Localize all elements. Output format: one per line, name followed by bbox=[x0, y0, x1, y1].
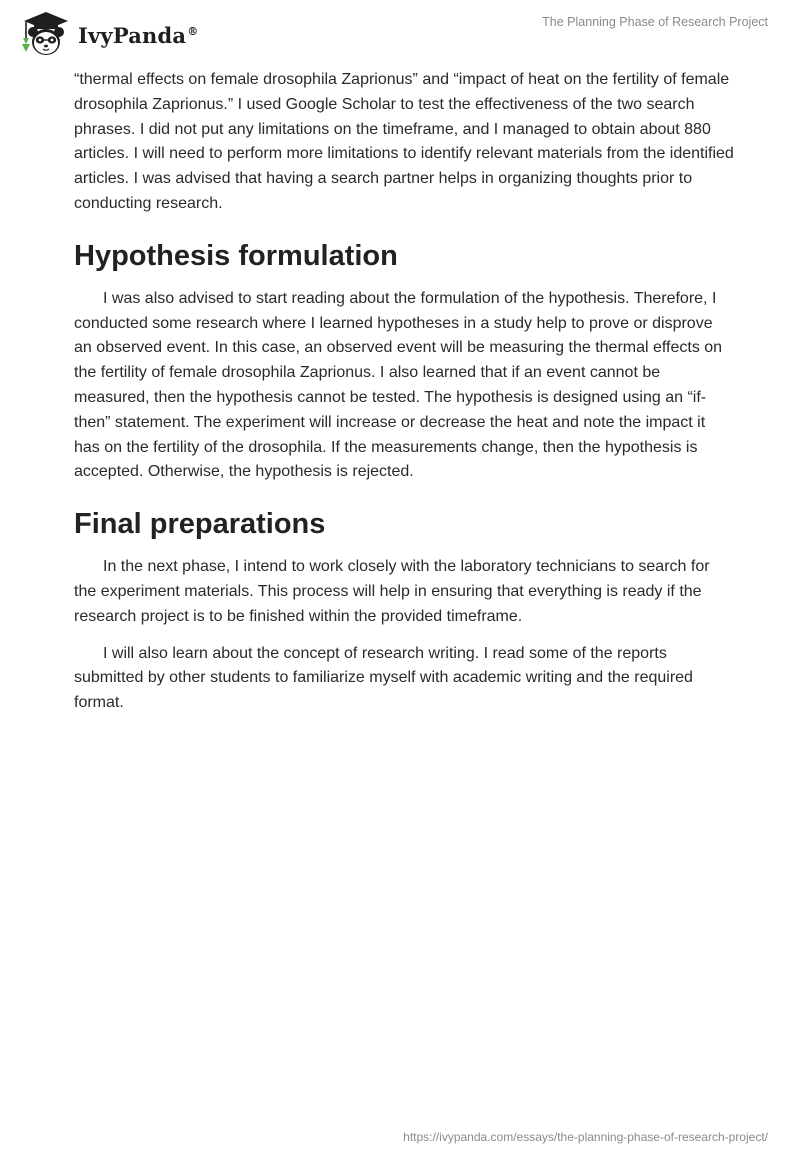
paragraph-final-2: I will also learn about the concept of research writing. I read some of the reports submitted by other students to familiarize myself with academic writing and the required format. bbox=[74, 644, 693, 712]
heading-hypothesis-formulation: Hypothesis formulation bbox=[74, 239, 398, 272]
paragraph-intro: “thermal effects on female drosophila Zaprionus” and “impact of heat on the fertility of female drosophila Zaprionus.” I used Google Scholar to test the effectiveness of the two search phrases. I did not put any limitations on the timeframe, and I managed to obtain about 880 articles. I will need to perform more limitations to identify relevant materials from the identified articles. I was advised that having a search partner helps in organizing thoughts prior to conducting research. bbox=[74, 71, 734, 212]
brand-name bbox=[78, 23, 198, 48]
essay-content bbox=[74, 68, 734, 728]
paragraph-final-1: In the next phase, I intend to work closely with the laboratory technicians to search for the experiment materials. This process will help in ensuring that everything is ready if the research project is to be finished within the provided timeframe. bbox=[74, 558, 710, 625]
document-title: The Planning Phase of Research Project bbox=[542, 15, 768, 29]
panda-graduate-icon bbox=[16, 8, 72, 58]
source-url[interactable]: https://ivypanda.com/essays/the-planning-phase-of-research-project/ bbox=[403, 1130, 768, 1144]
registered-mark: ® bbox=[187, 24, 199, 38]
ivypanda-logo[interactable] bbox=[16, 8, 198, 58]
paragraph-hypothesis: I was also advised to start reading about the formulation of the hypothesis. Therefore, I conducted some research where I learned hypotheses in a study help to prove or disprove an observed event. In this case, an observed event will be measuring the thermal effects on the fertility of female drosophila Zaprionus. I also learned that if an event cannot be measured, then the hypothesis cannot be tested. The hypothesis is designed using an “if-then” statement. The experiment will increase or decrease the heat and note the impact it has on the fertility of the drosophila. If the measurements change, then the hypothesis is accepted. Otherwise, the hypothesis is rejected. bbox=[74, 289, 723, 481]
heading-final-preparations: Final preparations bbox=[74, 508, 326, 541]
page-header bbox=[0, 0, 800, 60]
brand-name-text: IvyPanda bbox=[78, 22, 187, 48]
